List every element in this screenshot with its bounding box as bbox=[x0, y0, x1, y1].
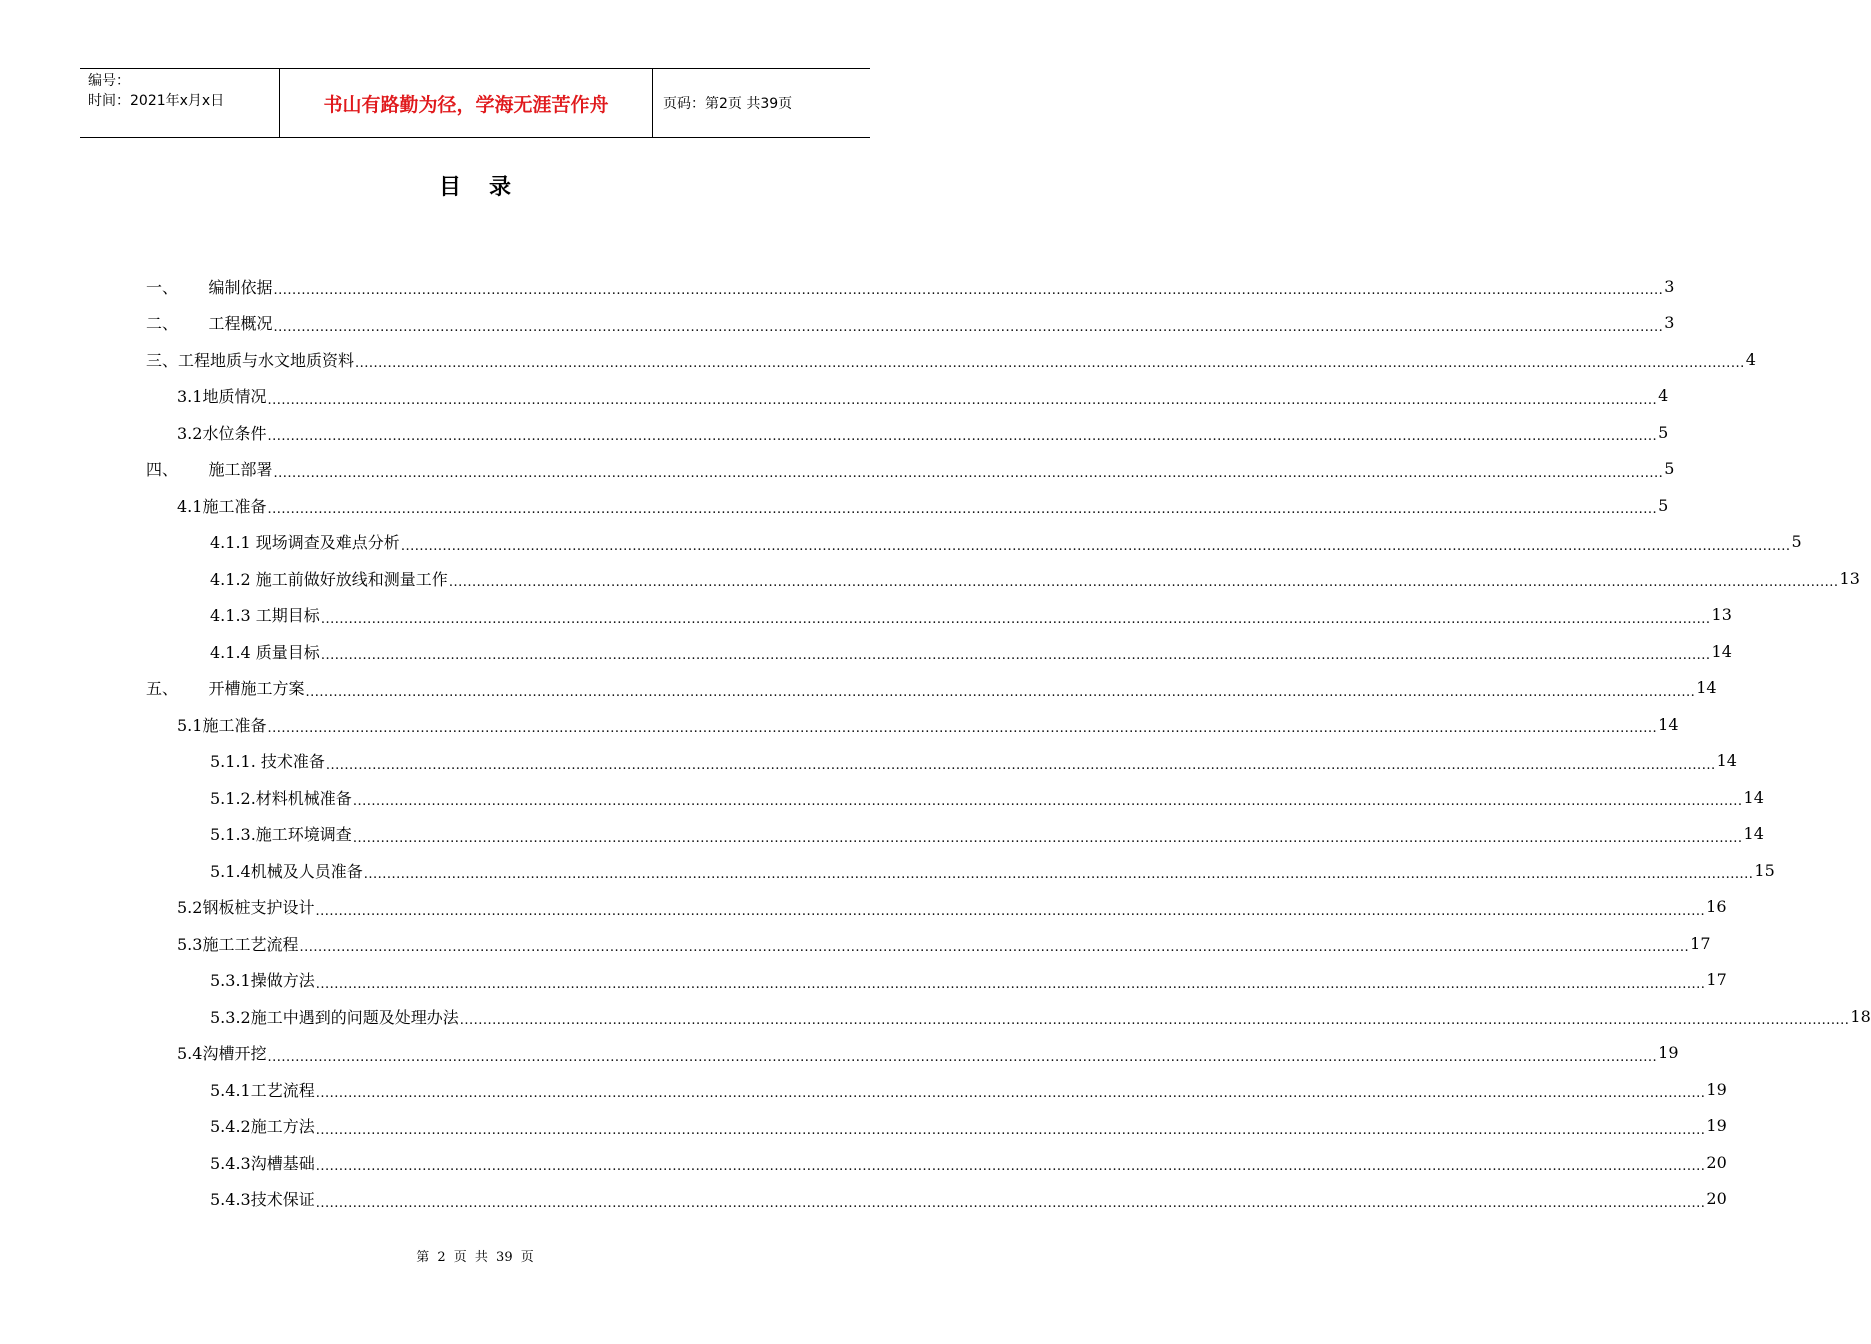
toc-leader-dots: ............................................................................................................................................................................................................................................................................................................ bbox=[315, 1086, 1706, 1101]
toc-entry[interactable] bbox=[177, 487, 1669, 523]
toc-leader-dots: ............................................................................................................................................................................................................................................................................................................ bbox=[352, 830, 1743, 846]
toc-entry-label: 5.3施工工艺流程 bbox=[177, 934, 299, 954]
page-title: 目录 bbox=[438, 175, 539, 200]
toc-leader-dots: ............................................................................................................................................................................................................................................................................................................ bbox=[305, 684, 1696, 700]
toc-leader-dots: ............................................................................................................................................................................................................................................................................................................ bbox=[315, 976, 1706, 992]
toc-leader-dots: ............................................................................................................................................................................................................................................................................................................ bbox=[320, 611, 1711, 627]
toc-entry[interactable] bbox=[146, 451, 1675, 487]
toc-leader-dots: ............................................................................................................................................................................................................................................................................................................ bbox=[325, 757, 1716, 773]
toc-entry[interactable] bbox=[210, 816, 1764, 852]
toc-leader-dots: ............................................................................................................................................................................................................................................................................................................ bbox=[400, 538, 1791, 554]
toc-entry-label: 3.1地质情况 bbox=[177, 387, 267, 406]
toc-entry-label: 5.1.4机械及人员准备 bbox=[210, 861, 363, 881]
toc-leader-dots: ............................................................................................................................................................................................................................................................................................................ bbox=[448, 575, 1839, 590]
toc-leader-dots: ............................................................................................................................................................................................................................................................................................................ bbox=[299, 940, 1690, 955]
toc-leader-dots: ............................................................................................................................................................................................................................................................................................................ bbox=[315, 1159, 1706, 1174]
toc-entry-label: 5.1.1. 技术准备 bbox=[210, 752, 325, 771]
header-meta bbox=[80, 69, 280, 137]
toc-entry-label: 4.1施工准备 bbox=[177, 496, 267, 516]
toc-entry-label: 4.1.1 现场调查及难点分析 bbox=[210, 533, 400, 552]
toc-entry[interactable] bbox=[146, 670, 1717, 706]
toc-entry[interactable] bbox=[177, 925, 1711, 961]
toc-entry[interactable] bbox=[210, 743, 1737, 779]
toc-entry-page: 14 bbox=[1743, 824, 1764, 843]
toc-entry-label: 3.2水位条件 bbox=[177, 423, 267, 443]
page-footer: 第 2 页 共 39 页 bbox=[416, 1250, 534, 1265]
header-number: 编号： bbox=[88, 73, 130, 89]
toc-entry[interactable] bbox=[210, 633, 1732, 669]
toc-entry-page: 20 bbox=[1706, 1189, 1727, 1208]
toc-leader-dots: ............................................................................................................................................................................................................................................................................................................ bbox=[315, 1195, 1706, 1211]
toc-entry-page: 19 bbox=[1658, 1043, 1679, 1062]
toc-entry-page: 19 bbox=[1706, 1116, 1727, 1135]
header-time: 时间：2021年x月x日 bbox=[88, 93, 225, 109]
toc-entry-page: 14 bbox=[1743, 787, 1764, 807]
toc-entry-page: 20 bbox=[1706, 1152, 1727, 1172]
toc-entry-label: 5.1.2.材料机械准备 bbox=[210, 788, 352, 808]
toc-leader-dots: ............................................................................................................................................................................................................................................................................................................ bbox=[273, 319, 1664, 335]
toc-entry[interactable] bbox=[210, 560, 1860, 596]
toc-entry[interactable] bbox=[177, 378, 1669, 414]
toc-entry[interactable] bbox=[177, 1035, 1679, 1071]
toc-entry[interactable] bbox=[210, 597, 1732, 633]
toc-entry[interactable] bbox=[146, 341, 1756, 377]
toc-entry[interactable] bbox=[146, 268, 1675, 304]
toc-entry-page: 15 bbox=[1754, 860, 1775, 880]
toc-entry-label: 5.3.1操做方法 bbox=[210, 971, 315, 990]
toc-entry[interactable] bbox=[210, 1181, 1727, 1217]
toc-entry-page: 14 bbox=[1696, 678, 1717, 697]
toc-entry-page: 4 bbox=[1658, 386, 1669, 405]
toc-entry[interactable] bbox=[210, 1071, 1727, 1107]
toc-entry-page: 14 bbox=[1716, 751, 1737, 770]
toc-entry-page: 5 bbox=[1658, 422, 1669, 442]
toc-entry-page: 13 bbox=[1711, 605, 1732, 624]
toc-entry-page: 19 bbox=[1706, 1079, 1727, 1099]
toc-entry-label: 4.1.3 工期目标 bbox=[210, 606, 320, 625]
toc-entry[interactable] bbox=[210, 962, 1727, 998]
toc-entry-page: 3 bbox=[1664, 313, 1675, 332]
toc-entry-page: 4 bbox=[1745, 349, 1756, 369]
page-header bbox=[80, 68, 870, 138]
toc-entry-label: 5.4.3技术保证 bbox=[210, 1190, 315, 1209]
toc-entry[interactable] bbox=[210, 1108, 1727, 1144]
toc-entry[interactable] bbox=[210, 524, 1802, 560]
toc-leader-dots: ............................................................................................................................................................................................................................................................................................................ bbox=[363, 867, 1754, 882]
toc-leader-dots: ............................................................................................................................................................................................................................................................................................................ bbox=[459, 1013, 1850, 1028]
toc-entry[interactable] bbox=[177, 889, 1727, 925]
toc-entry-page: 5 bbox=[1791, 532, 1802, 551]
toc-leader-dots: ............................................................................................................................................................................................................................................................................................................ bbox=[267, 429, 1658, 444]
toc-entry-page: 5 bbox=[1664, 459, 1675, 478]
toc-entry-page: 14 bbox=[1711, 641, 1732, 661]
toc-entry-page: 17 bbox=[1690, 933, 1711, 953]
toc-entry-label: 四、 施工部署 bbox=[146, 460, 273, 479]
toc-leader-dots: ............................................................................................................................................................................................................................................................................................................ bbox=[273, 283, 1664, 298]
toc-entry-label: 5.3.2施工中遇到的问题及处理办法 bbox=[210, 1007, 459, 1027]
toc-entry-label: 一、 编制依据 bbox=[146, 277, 273, 297]
toc-entry-label: 5.4沟槽开挖 bbox=[177, 1044, 267, 1063]
header-page-info: 页码：第2页 共39页 bbox=[663, 96, 793, 112]
toc-leader-dots: ............................................................................................................................................................................................................................................................................................................ bbox=[355, 356, 1745, 371]
toc-entry-label: 5.4.2施工方法 bbox=[210, 1117, 315, 1136]
toc-leader-dots: ............................................................................................................................................................................................................................................................................................................ bbox=[315, 1122, 1706, 1138]
toc-entry[interactable] bbox=[210, 779, 1764, 815]
toc-entry[interactable] bbox=[177, 706, 1679, 742]
toc-leader-dots: ............................................................................................................................................................................................................................................................................................................ bbox=[267, 502, 1658, 517]
toc-entry-page: 16 bbox=[1706, 897, 1727, 916]
toc-leader-dots: ............................................................................................................................................................................................................................................................................................................ bbox=[273, 465, 1664, 481]
toc-entry-page: 5 bbox=[1658, 495, 1669, 515]
toc-entry-label: 二、 工程概况 bbox=[146, 314, 273, 333]
toc-entry[interactable] bbox=[146, 305, 1675, 341]
toc-entry-label: 4.1.4 质量目标 bbox=[210, 642, 320, 662]
toc-entry-label: 5.4.3沟槽基础 bbox=[210, 1153, 315, 1173]
toc-entry-page: 13 bbox=[1839, 568, 1860, 588]
toc-entry-page: 17 bbox=[1706, 970, 1727, 989]
toc-entry-label: 5.4.1工艺流程 bbox=[210, 1080, 315, 1100]
toc-leader-dots: ............................................................................................................................................................................................................................................................................................................ bbox=[320, 648, 1711, 663]
toc-entry[interactable] bbox=[210, 1144, 1727, 1180]
toc-entry-label: 4.1.2 施工前做好放线和测量工作 bbox=[210, 569, 448, 589]
toc-leader-dots: ............................................................................................................................................................................................................................................................................................................ bbox=[267, 392, 1658, 408]
toc-leader-dots: ............................................................................................................................................................................................................................................................................................................ bbox=[352, 794, 1743, 809]
toc-leader-dots: ............................................................................................................................................................................................................................................................................................................ bbox=[315, 903, 1706, 919]
toc-entry-page: 3 bbox=[1664, 276, 1675, 296]
toc-entry[interactable] bbox=[177, 414, 1669, 450]
header-slogan: 书山有路勤为径，学海无涯苦作舟 bbox=[280, 69, 653, 137]
toc-entry-label: 三、工程地质与水文地质资料 bbox=[146, 350, 355, 370]
toc-entry-label: 5.1.3.施工环境调查 bbox=[210, 825, 352, 844]
toc-entry[interactable] bbox=[210, 998, 1871, 1034]
toc-entry-label: 五、 开槽施工方案 bbox=[146, 679, 305, 698]
toc-entry-page: 14 bbox=[1658, 714, 1679, 734]
toc-leader-dots: ............................................................................................................................................................................................................................................................................................................ bbox=[267, 721, 1658, 736]
toc-entry-page: 18 bbox=[1850, 1006, 1871, 1026]
toc-entry[interactable] bbox=[210, 852, 1775, 888]
toc-entry-label: 5.1施工准备 bbox=[177, 715, 267, 735]
toc-leader-dots: ............................................................................................................................................................................................................................................................................................................ bbox=[267, 1049, 1658, 1065]
toc-entry-label: 5.2钢板桩支护设计 bbox=[177, 898, 315, 917]
